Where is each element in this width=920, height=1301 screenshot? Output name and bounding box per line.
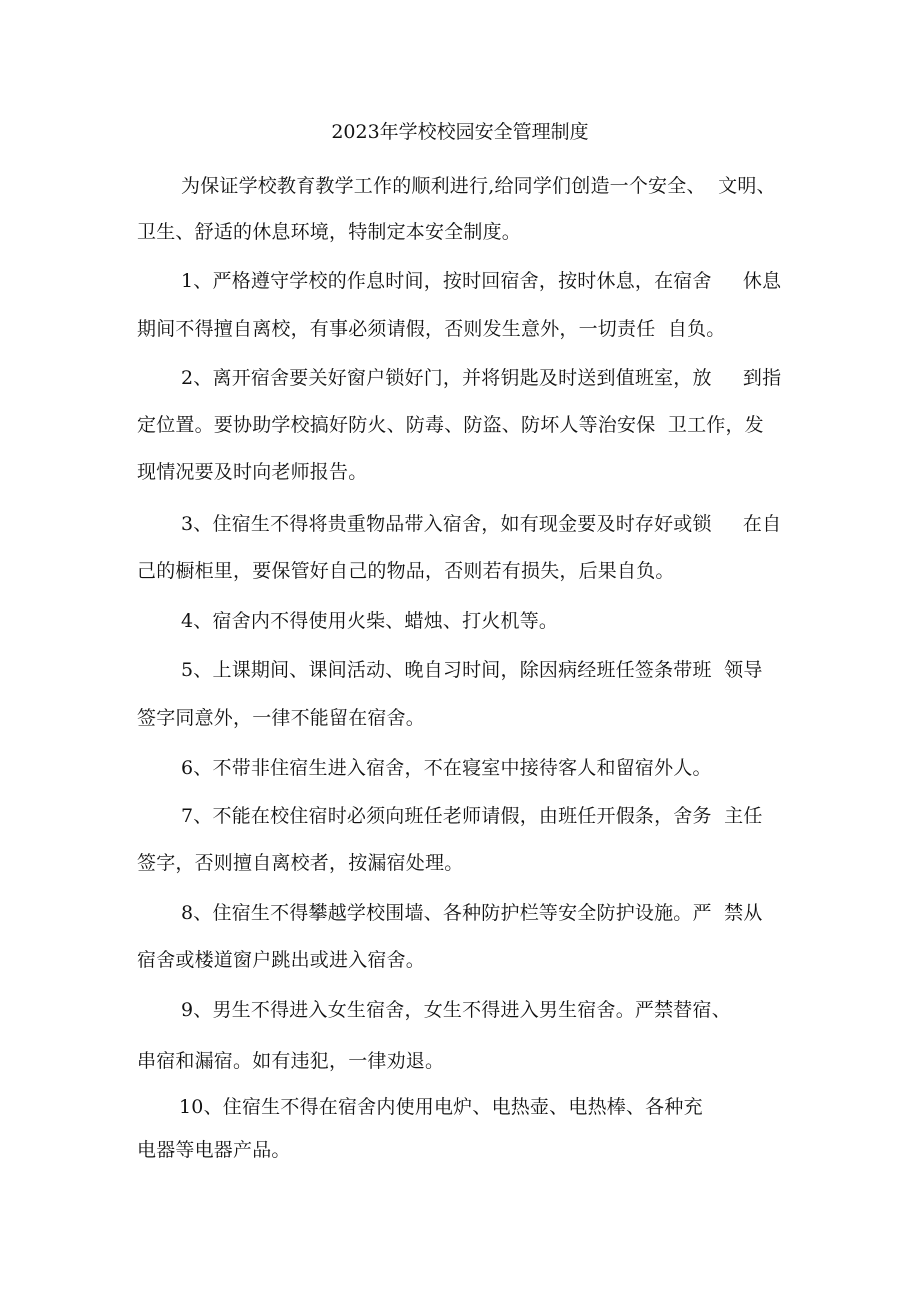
rule-5-line-1: 5、上课期间、课间活动、晚自习时间，除因病经班任签条带班 领导 bbox=[181, 659, 763, 681]
paragraph-intro-line-2: 卫生、舒适的休息环境，特制定本安全制度。 bbox=[137, 221, 522, 243]
paragraph-intro-line-1: 为保证学校教育教学工作的顺利进行,给同学们创造一个安全、 文明、 bbox=[181, 175, 776, 197]
rule-1-line-2: 期间不得擅自离校，有事必须请假，否则发生意外，一切责任 自负。 bbox=[137, 318, 726, 340]
rule-7-line-2: 签字，否则擅自离校者，按漏宿处理。 bbox=[137, 852, 464, 874]
rule-5-line-2: 签字同意外，一律不能留在宿舍。 bbox=[137, 707, 426, 729]
rule-9-line-1: 9、男生不得进入女生宿舍，女生不得进入男生宿舍。严禁替宿、 bbox=[181, 999, 731, 1021]
rule-10-line-1: 10、住宿生不得在宿舍内使用电炉、电热壶、电热棒、各种充 bbox=[179, 1096, 703, 1118]
rule-1-line-1: 1、严格遵守学校的作息时间，按时回宿舍，按时休息，在宿舍 休息 bbox=[181, 270, 782, 292]
rule-4-line-1: 4、宿舍内不得使用火柴、蜡烛、打火机等。 bbox=[181, 610, 559, 632]
rule-2-line-1: 2、离开宿舍要关好窗户锁好门，并将钥匙及时送到值班室，放 到指 bbox=[181, 367, 782, 389]
rule-8-line-2: 宿舍或楼道窗户跳出或进入宿舍。 bbox=[137, 949, 426, 971]
document-title: 2023年学校校园安全管理制度 bbox=[331, 121, 589, 143]
rule-3-line-1: 3、住宿生不得将贵重物品带入宿舍，如有现金要及时存好或锁 在自 bbox=[181, 513, 782, 535]
rule-9-line-2: 串宿和漏宿。如有违犯，一律劝退。 bbox=[137, 1050, 445, 1072]
rule-3-line-2: 己的橱柜里，要保管好自己的物品，否则若有损失，后果自负。 bbox=[137, 560, 675, 582]
rule-2-line-2: 定位置。要协助学校搞好防火、防毒、防盗、防坏人等治安保 卫工作，发 bbox=[137, 414, 764, 436]
rule-10-line-2: 电器等电器产品。 bbox=[137, 1139, 291, 1161]
rule-8-line-1: 8、住宿生不得攀越学校围墙、各种防护栏等安全防护设施。严 禁从 bbox=[181, 902, 763, 924]
rule-2-line-3: 现情况要及时向老师报告。 bbox=[137, 461, 368, 483]
rule-6-line-1: 6、不带非住宿生进入宿舍，不在寝室中接待客人和留宿外人。 bbox=[181, 757, 712, 779]
rule-7-line-1: 7、不能在校住宿时必须向班任老师请假，由班任开假条，舍务 主任 bbox=[181, 805, 763, 827]
